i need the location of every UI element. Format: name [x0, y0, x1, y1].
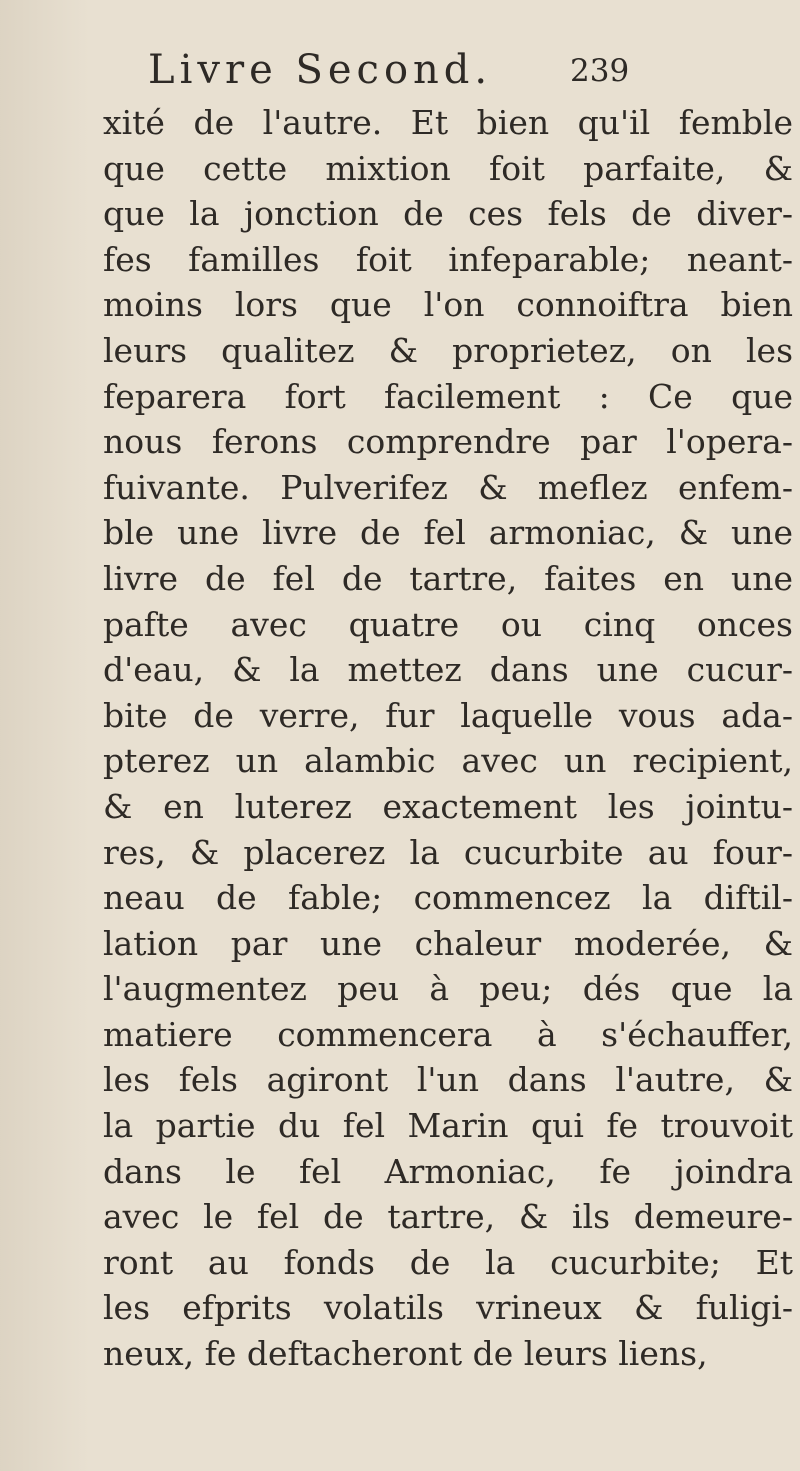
text-line: moins lors que l'on connoiftra bien	[103, 285, 793, 325]
text-line: ble une livre de fel armoniac, & une	[103, 513, 793, 553]
text-line: les efprits volatils vrineux & fuligi-	[103, 1288, 793, 1328]
text-line: bite de verre, fur laquelle vous ada-	[103, 695, 793, 735]
text-line: pafte avec quatre ou cinq onces	[103, 604, 793, 644]
text-line: neau de fable; commencez la diftil-	[103, 878, 793, 918]
text-line: res, & placerez la cucurbite au four-	[103, 832, 793, 872]
body-text	[103, 100, 793, 1377]
text-line: & en luterez exactement les jointu-	[103, 786, 793, 826]
text-line: matiere commencera à s'échauffer,	[103, 1014, 793, 1054]
running-head-title: Livre Second.	[148, 47, 493, 93]
text-line: neux, fe deftacheront de leurs liens,	[103, 1334, 708, 1374]
text-line: nous ferons comprendre par l'opera-	[103, 422, 793, 462]
text-line: lation par une chaleur moderée, &	[103, 923, 793, 963]
text-line: dans le fel Armoniac, fe joindra	[103, 1151, 793, 1191]
text-line: les fels agiront l'un dans l'autre, &	[103, 1060, 793, 1100]
text-line: avec le fel de tartre, & ils demeure-	[103, 1197, 793, 1237]
text-line: livre de fel de tartre, faites en une	[103, 558, 793, 598]
text-line: pterez un alambic avec un recipient,	[103, 741, 793, 781]
running-head	[148, 40, 648, 100]
text-line: que cette mixtion foit parfaite, &	[103, 148, 793, 188]
text-line: l'augmentez peu à peu; dés que la	[103, 969, 793, 1009]
text-line: que la jonction de ces fels de diver-	[103, 194, 793, 234]
text-line: d'eau, & la mettez dans une cucur-	[103, 650, 793, 690]
text-line: fuivante. Pulverifez & meflez enfem-	[103, 467, 793, 507]
text-line: fes familles foit infeparable; neant-	[103, 239, 793, 279]
text-line: leurs qualitez & proprietez, on les	[103, 330, 793, 370]
text-line: xité de l'autre. Et bien qu'il femble	[103, 103, 793, 142]
text-line: ront au fonds de la cucurbite; Et	[103, 1242, 793, 1282]
text-line: feparera fort facilement : Ce que	[103, 376, 793, 416]
text-line: la partie du fel Marin qui fe trouvoit	[103, 1106, 793, 1146]
page-number: 239	[570, 53, 630, 89]
page-shading	[0, 0, 90, 1471]
